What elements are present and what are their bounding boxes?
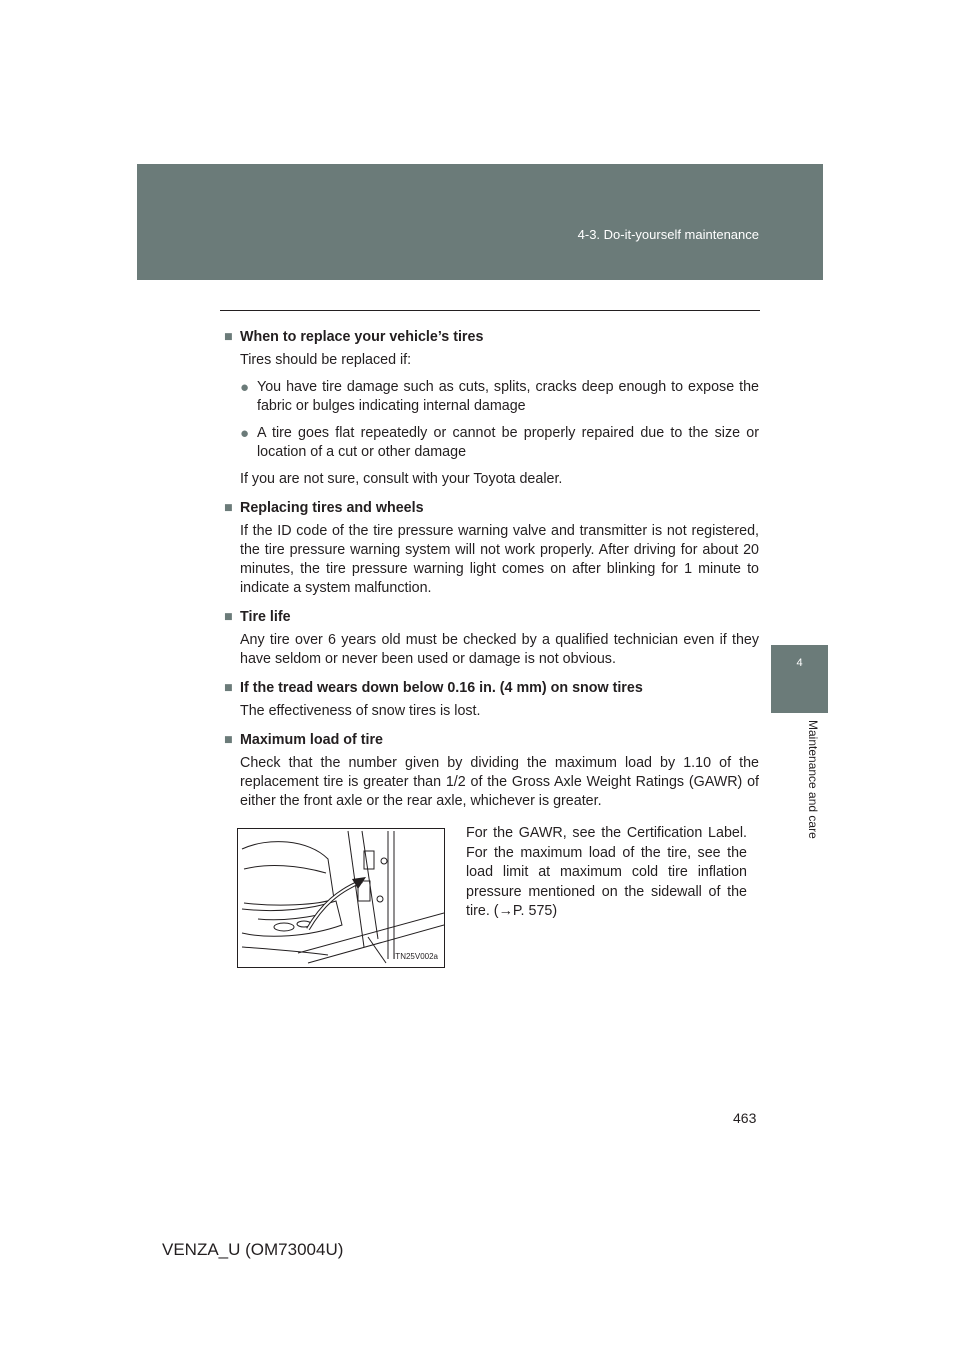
figure-caption: For the GAWR, see the Certification Label. For the maximum load of the tire, see the load limit at maximum cold tire inflation pressure mentioned on the sidewall of the tire. (→P. 575) [466,825,747,919]
list-item: ● A tire goes flat repeatedly or cannot be properly repaired due to the size or location of a cut or other damage [240,425,759,460]
section-body: Any tire over 6 years old must be checked by a qualified technician even if they have seldom or never been used or damage is not obvious. [240,632,759,667]
section-snow-tires [224,679,759,721]
square-bullet-icon: ■ [224,500,233,516]
section-tire-life [224,608,759,669]
figure-row [237,825,747,970]
section-when-to-replace [224,328,759,489]
top-rule [220,310,760,311]
chapter-label: Maintenance and care [806,720,820,839]
figure-code: ITN25V002a [393,952,438,961]
door-pillar-illustration [238,829,444,967]
section-title: 4-3. Do-it-yourself maintenance [577,227,759,242]
section-body: The effectiveness of snow tires is lost. [240,703,481,719]
section-heading: ■ When to replace your vehicle’s tires [224,329,484,345]
section-intro: Tires should be replaced if: [240,352,412,368]
section-heading: ■ Maximum load of tire [224,732,383,748]
list-item: ● You have tire damage such as cuts, splits, cracks deep enough to expose the fabric or bulges indicating internal damage [240,379,759,414]
section-heading: ■ Tire life [224,609,291,625]
main-content [224,328,759,821]
certification-label-figure [237,828,445,968]
square-bullet-icon: ■ [224,680,233,696]
page-number: 463 [733,1110,757,1126]
chapter-number: 4 [796,657,803,669]
square-bullet-icon: ■ [224,732,233,748]
section-body: Check that the number given by dividing the maximum load by 1.10 of the replacement tire is greater than 1/2 of the Gross Axle Weight Ratings (GAWR) of either the front axle or the rear axle, whichever is greater. [240,755,759,809]
section-maximum-load [224,731,759,811]
section-heading: ■ If the tread wears down below 0.16 in. (4 mm) on snow tires [224,680,643,696]
section-replacing-tires [224,499,759,598]
section-heading: ■ Replacing tires and wheels [224,500,424,516]
circle-bullet-icon: ● [240,425,250,442]
square-bullet-icon: ■ [224,329,233,345]
circle-bullet-icon: ● [240,379,250,396]
section-outro: If you are not sure, consult with your Toyota dealer. [240,471,563,487]
header-band [137,164,823,280]
chapter-tab [771,645,828,713]
section-body: If the ID code of the tire pressure warning valve and transmitter is not registered, the tire pressure warning system will not work properly. After driving for about 20 minutes, the tire pressure warning light comes on after blinking for 1 minute to indicate a system malfunction. [240,523,759,596]
square-bullet-icon: ■ [224,609,233,625]
document-code: VENZA_U (OM73004U) [162,1240,344,1259]
